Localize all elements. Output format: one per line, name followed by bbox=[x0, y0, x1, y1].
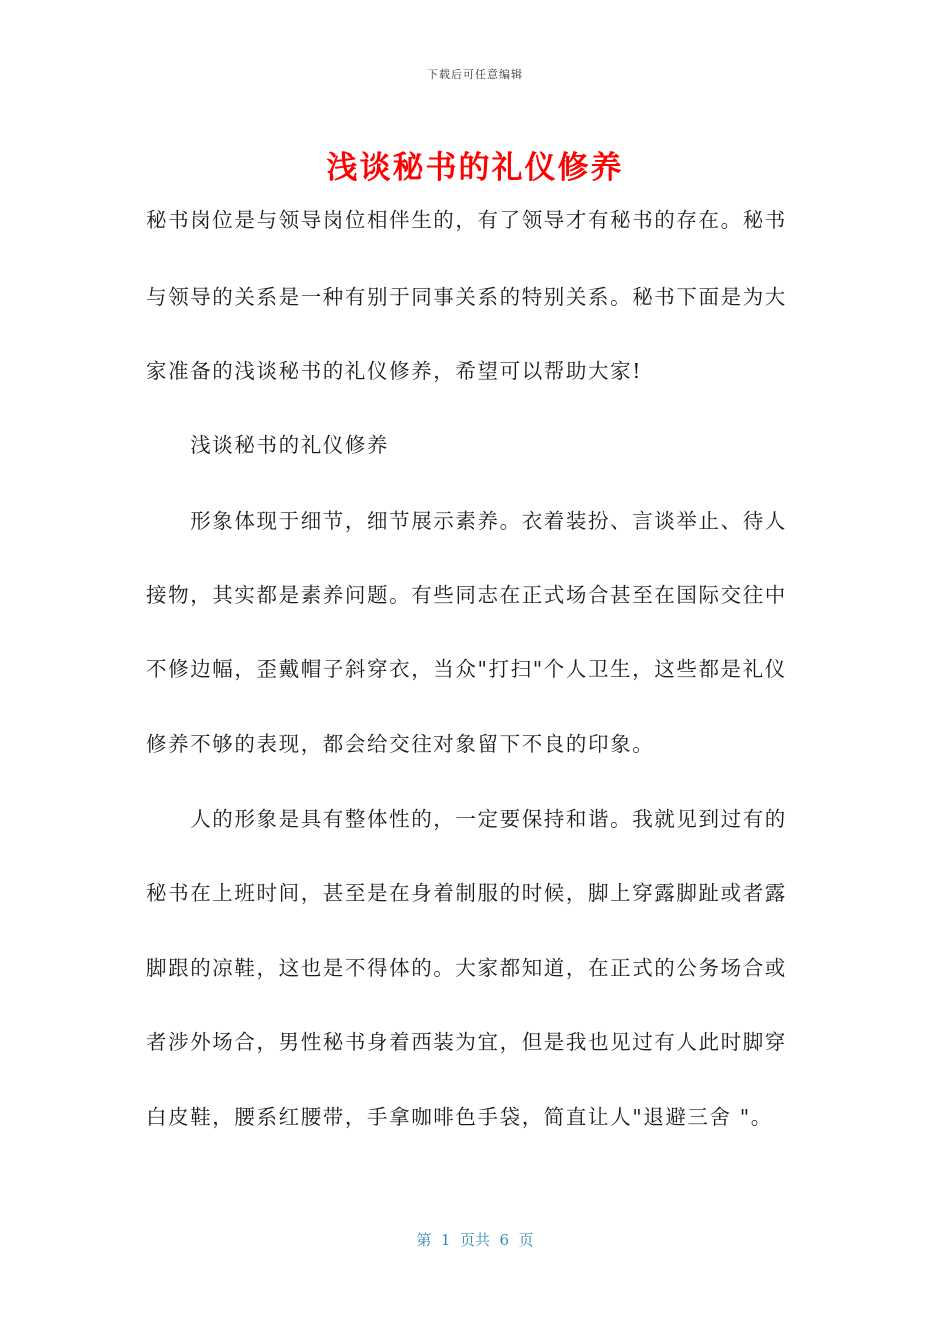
body-line-7: 不修边幅，歪戴帽子斜穿衣，当众"打扫"个人卫生，这些都是礼仪 bbox=[146, 657, 787, 681]
body-line-3: 家准备的浅谈秘书的礼仪修养，希望可以帮助大家! bbox=[146, 359, 643, 383]
document-title: 浅谈秘书的礼仪修养 bbox=[326, 150, 624, 186]
body-line-2: 与领导的关系是一种有别于同事关系的特别关系。秘书下面是为大 bbox=[146, 285, 787, 309]
body-line-9: 人的形象是具有整体性的，一定要保持和谐。我就见到过有的 bbox=[146, 807, 787, 831]
body-line-8: 修养不够的表现，都会给交往对象留下不良的印象。 bbox=[146, 732, 655, 756]
body-line-6: 接物，其实都是素养问题。有些同志在正式场合甚至在国际交往中 bbox=[146, 583, 787, 607]
body-line-4: 浅谈秘书的礼仪修养 bbox=[146, 433, 390, 457]
body-line-5: 形象体现于细节，细节展示素养。衣着装扮、言谈举止、待人 bbox=[146, 509, 787, 533]
body-line-10: 秘书在上班时间，甚至是在身着制服的时候，脚上穿露脚趾或者露 bbox=[146, 881, 787, 905]
body-line-13: 白皮鞋，腰系红腰带，手拿咖啡色手袋，简直让人"退避三舍 "。 bbox=[146, 1105, 773, 1129]
body-line-11: 脚跟的凉鞋，这也是不得体的。大家都知道，在正式的公务场合或 bbox=[146, 956, 787, 980]
page-number-footer: 第 1 页共 6 页 bbox=[416, 1231, 534, 1249]
header-note: 下载后可任意编辑 bbox=[427, 68, 523, 81]
body-line-12: 者涉外场合，男性秘书身着西装为宜，但是我也见过有人此时脚穿 bbox=[146, 1030, 787, 1054]
body-line-1: 秘书岗位是与领导岗位相伴生的，有了领导才有秘书的存在。秘书 bbox=[146, 208, 787, 232]
